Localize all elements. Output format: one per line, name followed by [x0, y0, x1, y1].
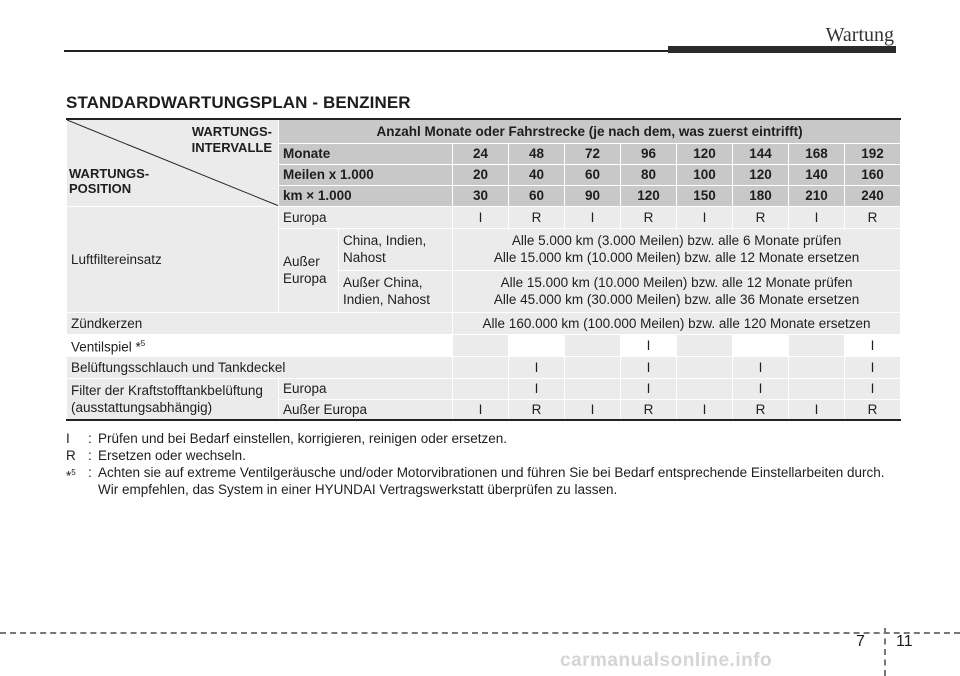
row-label: Monate	[279, 143, 453, 164]
table-cell	[677, 334, 733, 356]
page-number: 11	[896, 633, 913, 650]
table-cell: 140	[789, 164, 845, 185]
table-cell: I	[677, 206, 733, 228]
note-footnote-5: *$^5$ : Achten sie auf extreme Ventilgeräusche und/oder Motorvibrationen und führen Sie bei Bedarf entsprechende Einstellarbeiten durch. Wir empfehlen, das System in einer HYUNDAI Vertragswerkstatt überprüfen zu lassen.	[66, 465, 885, 497]
table-cell	[565, 334, 621, 356]
footer-divider	[0, 632, 960, 634]
table-cell: R	[509, 206, 565, 228]
page-number-divider	[884, 628, 886, 676]
subregion-label: Außer China, Indien, Nahost	[339, 270, 453, 312]
table-cell: I	[621, 356, 677, 378]
table-cell: 120	[621, 185, 677, 206]
table-cell: 40	[509, 164, 565, 185]
table-cell: I	[453, 399, 509, 420]
table-cell: R	[621, 206, 677, 228]
table-cell: 168	[789, 143, 845, 164]
table-cell	[789, 378, 845, 399]
table-cell	[677, 378, 733, 399]
table-cell: I	[565, 399, 621, 420]
valve-label: Ventilspiel *$^5$	[67, 334, 453, 356]
table-cell: R	[621, 399, 677, 420]
table-cell: 160	[845, 164, 901, 185]
spark-plug-label: Zündkerzen	[67, 312, 453, 334]
spark-plug-row	[67, 312, 901, 334]
interval-text: Alle 5.000 km (3.000 Meilen) bzw. alle 6 Monate prüfen Alle 15.000 km (10.000 Meilen) bzw. alle 12 Monate ersetzen	[453, 228, 901, 270]
region-label: Europa	[279, 378, 453, 399]
watermark: carmanualsonline.info	[560, 650, 773, 671]
header-rule-thick	[668, 46, 896, 53]
note-i: I : Prüfen und bei Bedarf einstellen, korrigieren, reinigen oder ersetzen.	[66, 431, 507, 446]
table-cell: 100	[677, 164, 733, 185]
air-filter-label: Luftfiltereinsatz	[67, 206, 279, 312]
table-cell: 30	[453, 185, 509, 206]
table-cell	[565, 378, 621, 399]
region-label: Außer Europa	[279, 399, 453, 420]
vent-hose-label: Belüftungsschlauch und Tankdeckel	[67, 356, 453, 378]
table-cell: 60	[509, 185, 565, 206]
valve-row	[67, 334, 901, 356]
air-filter-europe-row	[67, 206, 901, 228]
table-cell: I	[509, 356, 565, 378]
region-label: Außer Europa	[279, 228, 339, 312]
table-cell: R	[845, 206, 901, 228]
table-cell: I	[565, 206, 621, 228]
table-cell: I	[845, 378, 901, 399]
table-cell: 96	[621, 143, 677, 164]
interval-header-label: WARTUNGS- INTERVALLE	[191, 124, 272, 155]
table-cell: I	[845, 356, 901, 378]
table-cell: 120	[733, 164, 789, 185]
maintenance-table	[66, 118, 901, 421]
table-cell	[733, 334, 789, 356]
table-cell: 150	[677, 185, 733, 206]
region-label: Europa	[279, 206, 453, 228]
table-cell: I	[789, 399, 845, 420]
table-cell	[453, 334, 509, 356]
table-cell	[453, 356, 509, 378]
table-cell: R	[509, 399, 565, 420]
table-cell: 60	[565, 164, 621, 185]
fuel-filter-europe-row	[67, 378, 901, 399]
legend-notes	[66, 430, 896, 498]
table-cell: R	[733, 399, 789, 420]
chapter-number: 7	[856, 633, 865, 650]
table-cell	[789, 356, 845, 378]
table-cell: R	[845, 399, 901, 420]
table-cell: I	[509, 378, 565, 399]
table-cell: 24	[453, 143, 509, 164]
table-cell: 48	[509, 143, 565, 164]
table-cell: 80	[621, 164, 677, 185]
subregion-label: China, Indien, Nahost	[339, 228, 453, 270]
table-cell	[453, 378, 509, 399]
interval-text: Alle 160.000 km (100.000 Meilen) bzw. alle 120 Monate ersetzen	[453, 312, 901, 334]
table-cell	[565, 356, 621, 378]
table-cell: 144	[733, 143, 789, 164]
table-cell: I	[621, 334, 677, 356]
table-cell: 210	[789, 185, 845, 206]
table-cell: 192	[845, 143, 901, 164]
table-cell: 90	[565, 185, 621, 206]
table-cell: R	[733, 206, 789, 228]
table-cell: 180	[733, 185, 789, 206]
section-title: Wartung	[825, 24, 894, 46]
row-label: Meilen x 1.000	[279, 164, 453, 185]
table-cell: I	[453, 206, 509, 228]
table-cell: 240	[845, 185, 901, 206]
note-r: R : Ersetzen oder wechseln.	[66, 448, 246, 463]
table-cell: 72	[565, 143, 621, 164]
table-cell	[789, 334, 845, 356]
interval-title: Anzahl Monate oder Fahrstrecke (je nach dem, was zuerst eintrifft)	[279, 119, 901, 143]
table-cell	[509, 334, 565, 356]
table-cell	[677, 356, 733, 378]
table-cell: I	[845, 334, 901, 356]
row-label: km × 1.000	[279, 185, 453, 206]
interval-text: Alle 15.000 km (10.000 Meilen) bzw. alle 12 Monate prüfen Alle 45.000 km (30.000 Meilen) bzw. alle 36 Monate ersetzen	[453, 270, 901, 312]
table-cell: I	[677, 399, 733, 420]
position-header-label: WARTUNGS- POSITION	[69, 166, 150, 196]
table-cell: I	[789, 206, 845, 228]
table-cell: 20	[453, 164, 509, 185]
page-heading: STANDARDWARTUNGSPLAN - BENZINER	[66, 93, 411, 112]
table-cell: I	[733, 378, 789, 399]
table-cell: 120	[677, 143, 733, 164]
vent-hose-row	[67, 356, 901, 378]
header-corner-cell	[67, 119, 279, 206]
table-cell: I	[733, 356, 789, 378]
table-cell: I	[621, 378, 677, 399]
header-rule	[64, 50, 668, 52]
fuel-filter-label: Filter der Kraftstofftankbelüftung (ausstattungsabhängig)	[67, 378, 279, 420]
